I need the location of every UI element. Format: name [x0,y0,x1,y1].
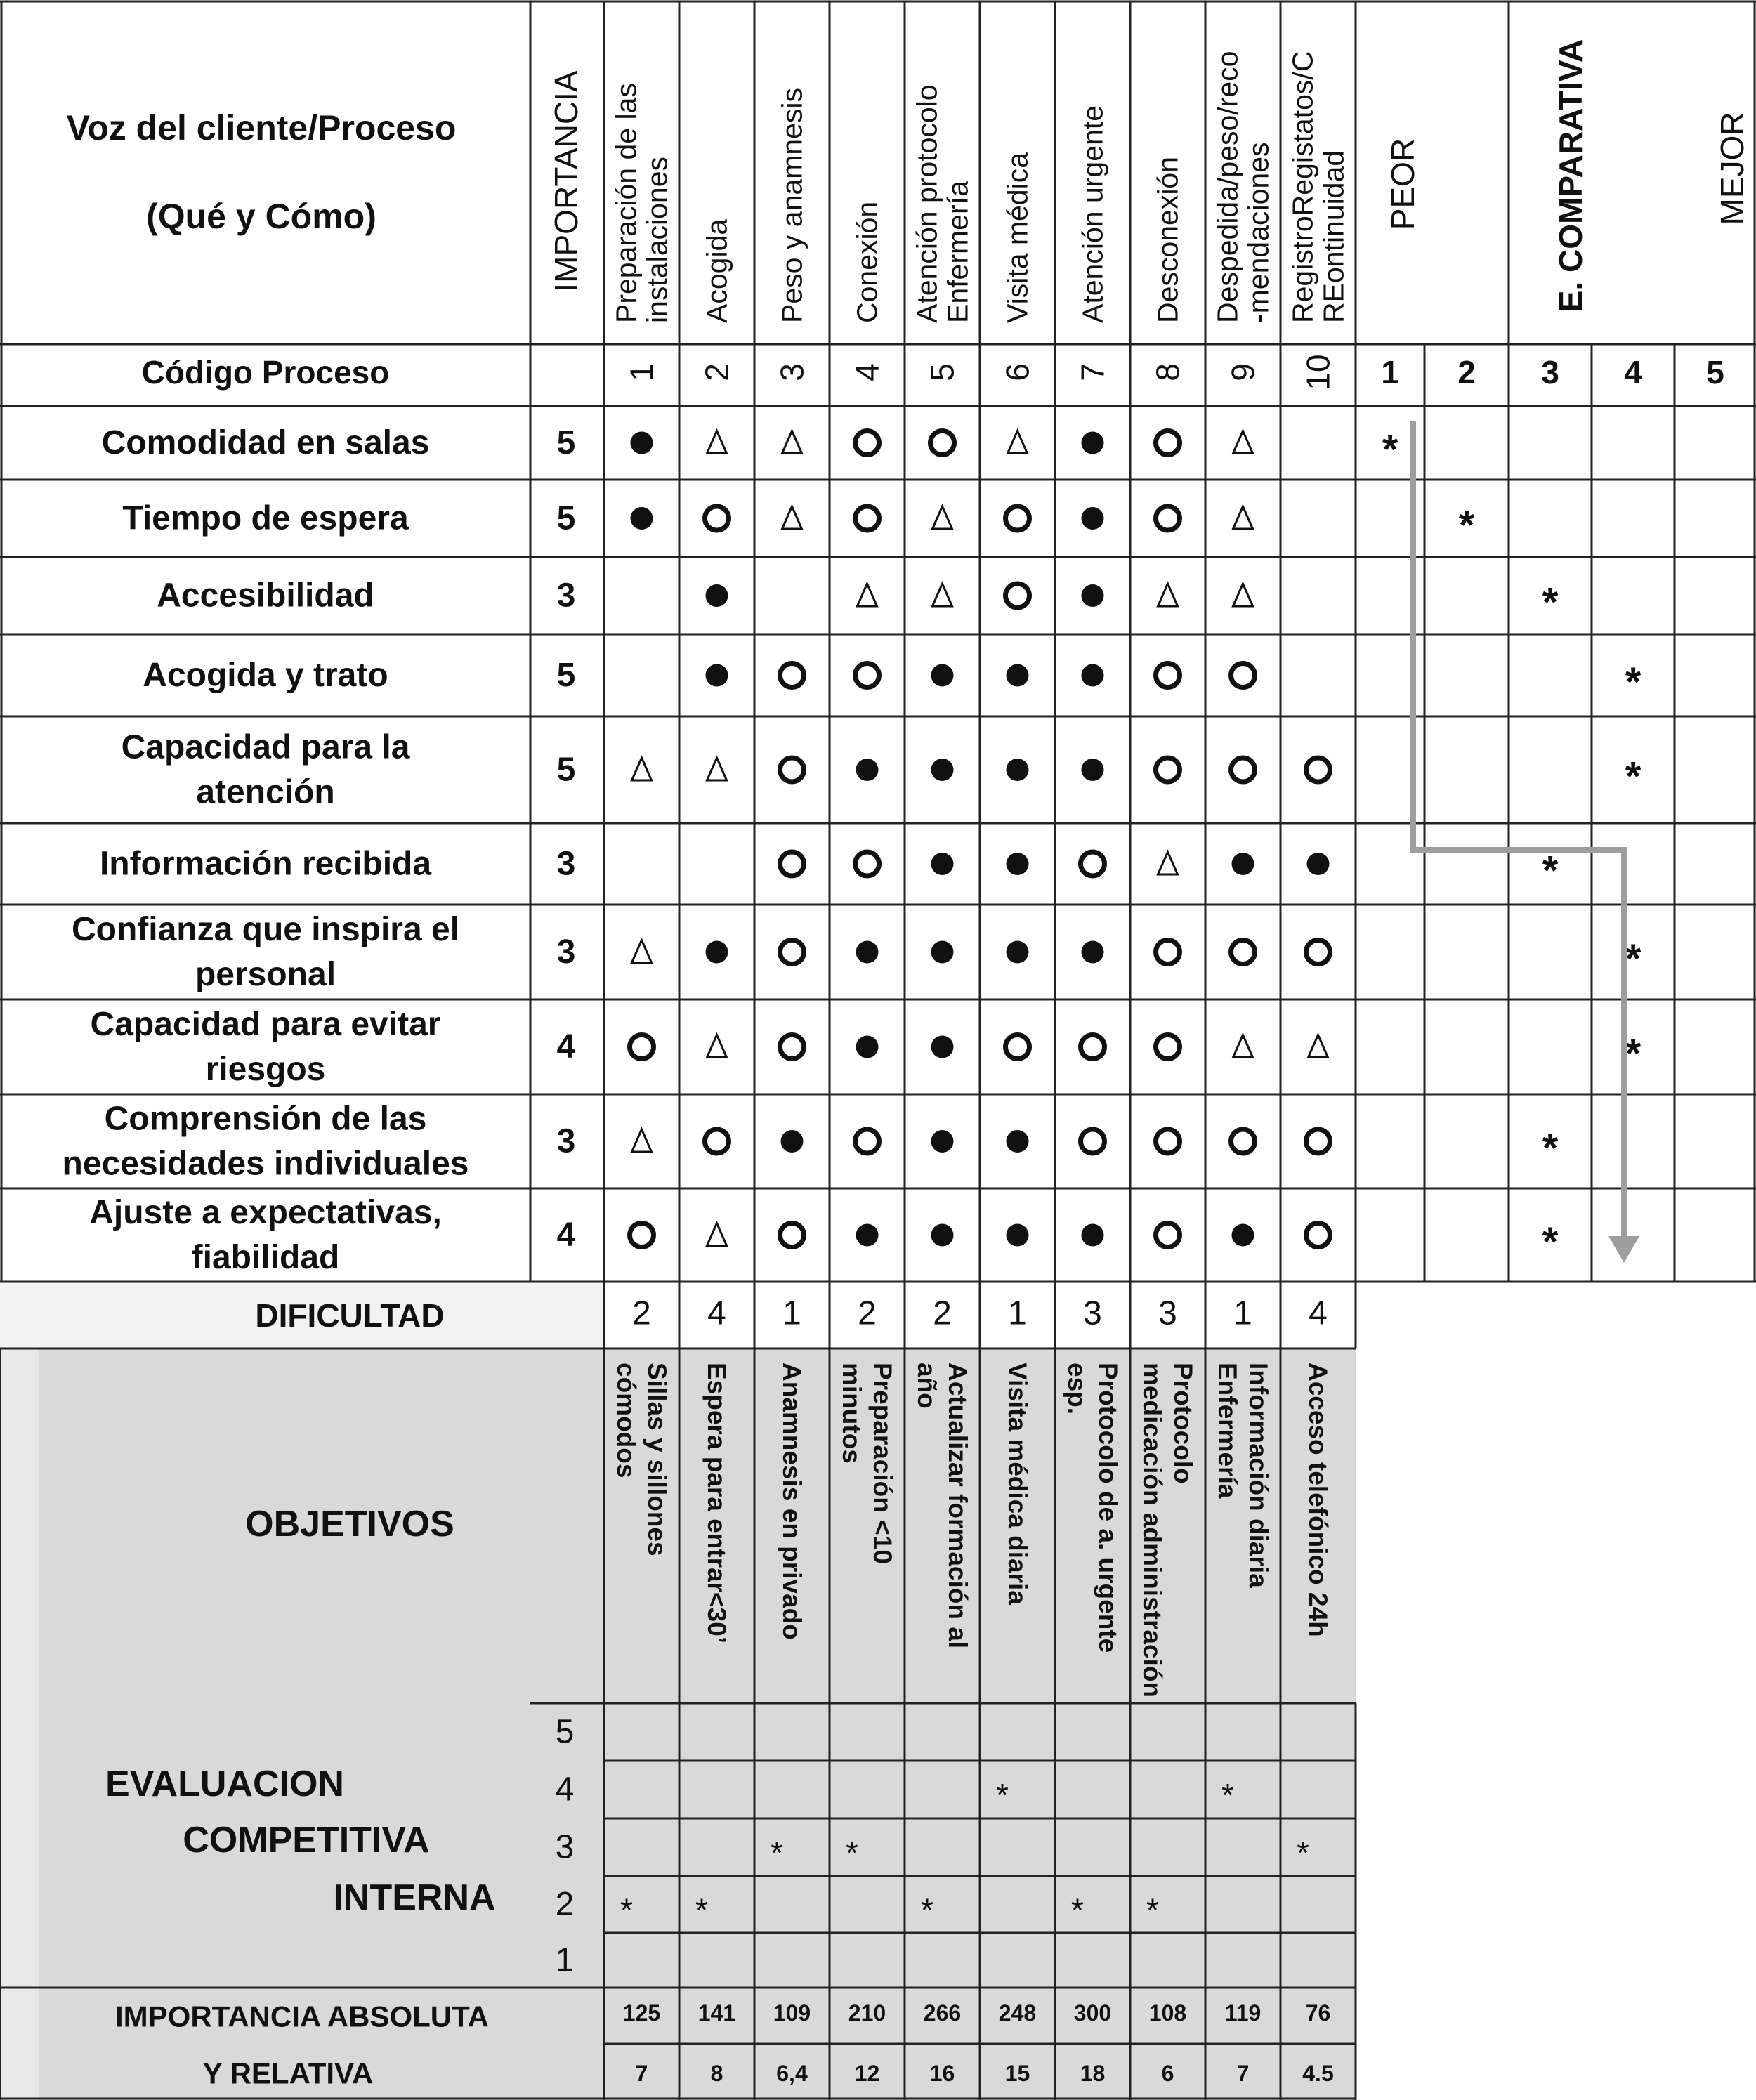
competitive-star-3: * [1542,579,1559,626]
process-code-8: 8 [1149,363,1186,381]
dificultad-value-7: 3 [1083,1294,1102,1332]
importancia-absoluta-1: 125 [622,2000,661,2026]
competitive-scale-1: 1 [1381,354,1399,391]
relation-r6-c10-strong-dot [1307,853,1330,875]
relation-r8-c6-medium-circle [1006,1035,1030,1059]
importancia-relativa-6: 15 [1004,2061,1030,2086]
importancia-relativa-label: Y RELATIVA [202,2056,374,2090]
need-label-9: Comprensión de las [104,1100,427,1138]
objetivo-1: Sillas y sillones [643,1363,671,1556]
need-importance-1: 5 [556,424,576,461]
relation-r4-c3-medium-circle [780,664,804,688]
need-importance-7: 3 [556,933,576,971]
dificultad-value-3: 1 [782,1294,801,1332]
dificultad-value-5: 2 [933,1294,952,1332]
process-code-6: 6 [999,363,1036,381]
relation-r5-c8-medium-circle [1156,758,1180,782]
need-importance-8: 4 [556,1028,576,1065]
relation-r1-c9-weak-triangle [1233,431,1253,454]
process-header-4: Conexión [851,201,884,323]
relation-r1-c4-medium-circle [856,431,879,455]
relation-r7-c10-medium-circle [1306,940,1330,964]
importancia-absoluta-8: 108 [1148,2000,1187,2026]
need-label-7: Confianza que inspira el [71,911,460,948]
competitive-star-1: * [1382,427,1398,473]
dificultad-label: DIFICULTAD [255,1297,445,1334]
relation-r9-c8-medium-circle [1156,1129,1180,1153]
relation-r3-c7-strong-dot [1082,584,1104,607]
relation-r10-c3-medium-circle [780,1223,804,1247]
competitive-star-5: * [1625,754,1642,800]
need-label-5: Capacidad para la [121,728,410,766]
relation-r8-c1-medium-circle [630,1035,654,1059]
relation-r10-c1-medium-circle [630,1223,654,1247]
dificultad-value-10: 4 [1309,1294,1328,1332]
need-label-6: Información recibida [99,845,432,883]
need-label-3: Accesibilidad [157,577,374,615]
need-label-4: Acogida y trato [143,657,388,694]
header-subtitle: (Qué y Cómo) [146,197,376,236]
interna-label: INTERNA [333,1877,496,1918]
objetivo-8: medicación administración [1138,1363,1167,1698]
relation-r9-c6-strong-dot [1007,1130,1029,1153]
dificultad-value-2: 4 [707,1294,726,1332]
need-importance-2: 5 [556,499,576,537]
relation-r7-c3-medium-circle [780,940,804,964]
competitive-star-6: * [1542,848,1559,894]
relation-r1-c3-weak-triangle [782,431,802,454]
objetivo-8: Protocolo [1169,1363,1198,1484]
need-label-10: Ajuste a expectativas, [89,1194,442,1231]
need-importance-5: 5 [556,751,576,789]
process-code-2: 2 [698,363,735,381]
relation-r8-c3-medium-circle [780,1035,804,1059]
relation-r6-c3-medium-circle [780,852,804,876]
process-header-5: Enfermería [941,181,974,323]
relation-r4-c8-medium-circle [1156,664,1180,688]
header-title: Voz del cliente/Proceso [66,108,457,147]
need-importance-6: 3 [556,845,576,883]
importancia-absoluta-3: 109 [773,2000,811,2026]
evaluacion-star-6: * [996,1777,1009,1813]
need-label-1: Comodidad en salas [101,424,430,461]
relation-r2-c6-medium-circle [1006,506,1030,530]
relation-r7-c6-strong-dot [1007,941,1029,964]
relation-r7-c1-weak-triangle [632,940,652,963]
peor-header: PEOR [1384,138,1421,230]
process-header-1: instalaciones [641,156,674,323]
evaluacion-level-5: 5 [555,1713,575,1751]
process-header-3: Peso y anamnesis [775,87,808,323]
competitive-star-8: * [1625,1031,1642,1077]
relation-r6-c8-weak-triangle [1158,852,1178,874]
objetivo-3: Anamnesis en privado [778,1363,806,1640]
relation-r1-c2-weak-triangle [707,431,727,454]
relation-r10-c10-medium-circle [1306,1223,1330,1247]
relation-r9-c2-medium-circle [705,1129,729,1153]
relation-r5-c5-strong-dot [931,759,954,781]
relation-r7-c7-strong-dot [1082,941,1104,964]
relation-r5-c4-strong-dot [856,759,879,781]
objetivo-7: Protocolo de a. urgente [1094,1363,1122,1653]
relation-r2-c8-medium-circle [1156,506,1180,530]
process-header-2: Acogida [700,218,733,323]
evaluacion-level-3: 3 [555,1828,575,1866]
relation-r1-c8-medium-circle [1156,431,1180,455]
relation-r9-c4-medium-circle [856,1129,879,1153]
relation-r5-c10-medium-circle [1306,758,1330,782]
need-label-8: riesgos [205,1051,326,1088]
importancia-relativa-8: 6 [1161,2061,1174,2086]
relation-r3-c4-weak-triangle [858,584,877,606]
relation-r4-c7-strong-dot [1082,664,1104,687]
process-code-4: 4 [848,363,886,381]
evaluacion-star-2: * [695,1891,708,1929]
process-code-10: 10 [1299,354,1337,391]
evaluacion-star-8: * [1146,1891,1159,1929]
relation-r4-c9-medium-circle [1231,664,1255,688]
competitive-star-9: * [1542,1125,1559,1172]
relation-r4-c6-strong-dot [1007,664,1029,687]
dificultad-value-6: 1 [1008,1294,1027,1332]
process-header-9: -mendaciones [1242,142,1275,323]
process-header-5: Atención protocolo [910,84,943,323]
relation-r5-c1-weak-triangle [632,758,652,780]
process-code-7: 7 [1074,363,1111,381]
relation-r5-c9-medium-circle [1231,758,1255,782]
competitiva-label: COMPETITIVA [183,1820,430,1861]
process-header-9: Despedida/peso/reco [1211,51,1244,323]
dificultad-value-8: 3 [1158,1294,1177,1332]
relation-r1-c1-strong-dot [631,432,653,454]
need-label-7: personal [195,956,336,993]
importancia-absoluta-10: 76 [1305,2000,1331,2026]
comparativa-header: E. COMPARATIVA [1552,39,1589,313]
relation-r5-c2-weak-triangle [707,758,727,780]
need-importance-10: 4 [556,1216,576,1254]
importancia-relativa-1: 7 [635,2061,648,2086]
relation-r5-c3-medium-circle [780,758,804,782]
need-label-2: Tiempo de espera [122,499,409,537]
relation-r10-c4-strong-dot [856,1224,879,1247]
relation-r10-c7-strong-dot [1082,1224,1104,1247]
relation-r8-c5-strong-dot [931,1036,954,1058]
codigo-proceso-label: Código Proceso [141,354,390,391]
evaluacion-level-2: 2 [555,1886,575,1923]
competitive-star-10: * [1542,1219,1559,1265]
relation-r3-c6-medium-circle [1006,584,1030,608]
process-header-6: Visita médica [1001,152,1034,323]
relation-r6-c7-medium-circle [1081,852,1105,876]
importancia-absoluta-label: IMPORTANCIA ABSOLUTA [115,2000,489,2033]
need-importance-9: 3 [556,1122,576,1160]
process-header-1: Preparación de las [610,83,643,323]
need-label-9: necesidades individuales [62,1145,469,1183]
process-code-1: 1 [623,363,660,381]
relation-r7-c5-strong-dot [931,941,954,964]
relation-r6-c6-strong-dot [1007,853,1029,875]
evaluacion-level-1: 1 [555,1941,575,1979]
left-strip [0,1282,39,2100]
relation-r9-c3-strong-dot [781,1130,804,1153]
need-label-8: Capacidad para evitar [90,1006,441,1043]
process-code-9: 9 [1224,363,1262,381]
relation-r7-c9-medium-circle [1231,940,1255,964]
competitive-scale-2: 2 [1457,354,1476,391]
process-header-8: Desconexión [1151,156,1184,323]
objetivos-label: OBJETIVOS [245,1504,454,1544]
relation-r2-c1-strong-dot [631,507,653,530]
relation-r2-c3-weak-triangle [782,506,802,529]
dificultad-value-9: 1 [1233,1294,1252,1332]
objetivo-4: Preparación <10 [868,1363,897,1564]
relation-r8-c10-weak-triangle [1309,1035,1328,1058]
relation-r10-c8-medium-circle [1156,1223,1180,1247]
importancia-relativa-10: 4.5 [1302,2061,1334,2086]
objetivo-9: Información diaria [1244,1363,1273,1588]
relation-r1-c6-weak-triangle [1008,431,1028,454]
relation-r4-c5-strong-dot [931,664,954,687]
relation-r3-c8-weak-triangle [1158,584,1178,606]
importance-header: IMPORTANCIA [548,70,584,292]
relation-r10-c2-weak-triangle [707,1223,727,1246]
evaluacion-star-1: * [620,1891,633,1929]
objetivo-5: año [912,1363,941,1409]
objetivo-5: Actualizar formación al [943,1363,972,1649]
evaluacion-label: EVALUACION [105,1764,344,1804]
competitive-scale-3: 3 [1541,354,1559,391]
objetivo-9: Enfermería [1213,1363,1242,1499]
importancia-absoluta-6: 248 [998,2000,1037,2026]
relation-r2-c5-weak-triangle [933,506,952,529]
relation-r5-c7-strong-dot [1082,759,1104,781]
relation-r6-c9-strong-dot [1232,853,1254,875]
evaluacion-star-7: * [1071,1891,1084,1929]
objetivo-1: cómodos [612,1363,641,1478]
relation-r8-c2-weak-triangle [707,1035,727,1058]
evaluacion-level-4: 4 [555,1771,575,1809]
relation-r7-c2-strong-dot [706,941,728,964]
relation-r5-c6-strong-dot [1007,759,1029,781]
importancia-relativa-9: 7 [1236,2061,1250,2086]
relation-r4-c4-medium-circle [856,664,879,688]
relation-r9-c5-strong-dot [931,1130,954,1153]
relation-r8-c9-weak-triangle [1233,1035,1253,1058]
importancia-absoluta-4: 210 [848,2000,886,2026]
competitive-scale-5: 5 [1706,354,1724,391]
importancia-relativa-2: 8 [710,2061,723,2086]
relation-r4-c2-strong-dot [706,664,728,687]
importancia-relativa-4: 12 [854,2061,880,2086]
relation-r3-c9-weak-triangle [1233,584,1253,606]
relation-r7-c8-medium-circle [1156,940,1180,964]
importancia-relativa-5: 16 [929,2061,955,2086]
process-header-10: RegistroRegistatos/C [1286,51,1319,323]
process-header-10: REontinuidad [1317,150,1350,323]
relation-r1-c5-medium-circle [931,431,955,455]
relation-r10-c5-strong-dot [931,1224,954,1247]
relation-r2-c2-medium-circle [705,506,729,530]
relation-r8-c4-strong-dot [856,1036,879,1058]
need-importance-4: 5 [556,657,576,694]
importancia-absoluta-7: 300 [1073,2000,1112,2026]
relation-r2-c7-strong-dot [1082,507,1104,530]
relation-r3-c5-weak-triangle [933,584,952,606]
relation-r3-c2-strong-dot [706,584,728,607]
process-code-3: 3 [773,363,811,381]
relation-r9-c9-medium-circle [1231,1129,1255,1153]
importancia-relativa-3: 6,4 [776,2061,808,2086]
evaluacion-star-10: * [1297,1835,1309,1871]
competitive-star-2: * [1458,502,1475,549]
competitive-scale-4: 4 [1624,354,1642,391]
competitive-star-4: * [1625,659,1642,705]
objetivo-4: minutos [837,1363,866,1464]
process-code-5: 5 [924,363,961,381]
evaluacion-star-4: * [846,1835,858,1871]
need-label-10: fiabilidad [191,1239,340,1276]
relation-r6-c5-strong-dot [931,853,954,875]
relation-r8-c7-medium-circle [1081,1035,1105,1059]
importancia-absoluta-5: 266 [923,2000,962,2026]
dificultad-value-4: 2 [858,1294,877,1332]
objetivo-2: Espera para entrar<30’ [702,1363,731,1644]
objetivo-7: esp. [1063,1363,1092,1415]
evaluacion-star-5: * [921,1891,933,1929]
relation-r1-c7-strong-dot [1082,432,1104,454]
relation-r7-c4-strong-dot [856,941,879,964]
importancia-absoluta-2: 141 [697,2000,736,2026]
mejor-header: MEJOR [1714,112,1750,225]
importancia-absoluta-9: 119 [1224,2000,1262,2026]
trend-arrowhead-icon [1608,1236,1639,1263]
relation-r8-c8-medium-circle [1156,1035,1180,1059]
objetivo-6: Visita médica diaria [1003,1363,1032,1605]
relation-r9-c10-medium-circle [1306,1129,1330,1153]
relation-r10-c9-strong-dot [1232,1224,1254,1247]
evaluacion-star-3: * [771,1835,783,1871]
objetivo-10: Acceso telefónico 24h [1304,1363,1332,1637]
need-label-5: atención [196,773,335,811]
competitive-star-7: * [1625,936,1642,982]
relation-r6-c4-medium-circle [856,852,879,876]
dificultad-value-1: 2 [632,1294,651,1332]
importancia-relativa-7: 18 [1080,2061,1106,2086]
relation-r9-c1-weak-triangle [632,1129,652,1152]
process-header-7: Atención urgente [1076,105,1109,323]
relation-r9-c7-medium-circle [1081,1129,1105,1153]
relation-r2-c4-medium-circle [856,506,879,530]
relation-r10-c6-strong-dot [1007,1224,1029,1247]
evaluacion-star-9: * [1221,1777,1234,1813]
relation-r2-c9-weak-triangle [1233,506,1253,529]
need-importance-3: 3 [556,577,576,615]
